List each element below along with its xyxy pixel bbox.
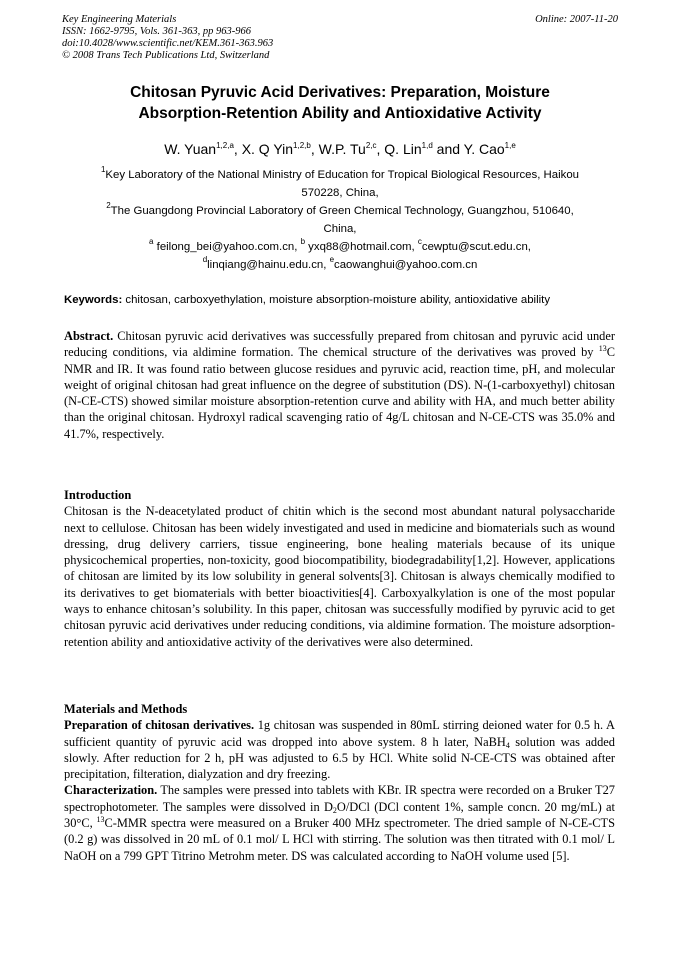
email-b: yxq88@hotmail.com, — [305, 241, 418, 253]
author-list — [60, 140, 620, 158]
abstract-label: Abstract. — [64, 329, 114, 343]
email-d: linqiang@hainu.edu.cn, — [207, 259, 330, 271]
affiliation-sup: 2 — [106, 201, 111, 210]
preparation-sub: 4 — [505, 740, 510, 750]
affiliation-1 — [64, 166, 616, 202]
introduction-section — [64, 487, 615, 650]
online-date: Online: 2007-11-20 — [535, 14, 618, 25]
preparation-text-1: 1g chitosan was suspended in 80mL stirring deioned water for 0.5 h. A sufficient quantity of pyruvic acid was dropped into above system. 8 h later, NaBH — [64, 718, 616, 749]
author-separator: , — [310, 141, 319, 157]
email-sup: e — [329, 255, 335, 264]
author-name: W. Yuan — [164, 141, 217, 157]
author-name: Y. Cao — [463, 141, 505, 157]
preparation-label: Preparation of chitosan derivatives. — [64, 718, 255, 733]
introduction-heading: Introduction — [64, 488, 132, 502]
email-sup: c — [417, 237, 422, 246]
abstract-text-1: Chitosan pyruvic acid derivatives was successfully prepared from chitosan and pyruvic acid under reducing conditions, via aldimine formation. The chemical structure of the derivatives was proved by — [64, 329, 615, 360]
abstract-section — [64, 328, 615, 442]
paper-title — [60, 82, 620, 124]
keywords-text: chitosan, carboxyethylation, moisture absorption-moisture ability, antioxidative ability — [122, 294, 551, 306]
email-c: cewptu@scut.edu.cn, — [421, 241, 531, 253]
copyright-line: © 2008 Trans Tech Publications Ltd, Switzerland — [62, 50, 270, 61]
characterization-text-3: C-MMR spectra were measured on a Bruker 400 MHz spectrometer. The dried sample of N-CE-CTS (0.2 g) was dissolved in 20 mL of 0.1 mol/ L HCl with stirring. The solution was then titrated with 0.1 mol/ L NaOH on a 799 GPT Titrino Metrohm meter. DS was calculated according to NaOH volume used [5]. — [64, 816, 615, 863]
keywords — [64, 292, 616, 308]
journal-header — [62, 14, 618, 62]
affiliation-line-2: China, — [323, 223, 357, 235]
author-affil-sup: 1,d — [421, 141, 433, 150]
characterization-label: Characterization. — [64, 783, 158, 798]
journal-name: Key Engineering Materials — [62, 14, 177, 25]
methods-heading: Materials and Methods — [64, 702, 188, 716]
author-emails — [64, 238, 616, 274]
issn-line: ISSN: 1662-9795, Vols. 361-363, pp 963-966 — [62, 26, 251, 37]
author-affil-sup: 2,c — [365, 141, 377, 150]
author-separator: , — [233, 141, 242, 157]
abstract-sup: 13 — [598, 344, 607, 354]
author-name: Q. Lin — [384, 141, 422, 157]
affiliation-line-1: The Guangdong Provincial Laboratory of Green Chemical Technology, Guangzhou, 510640, — [110, 205, 574, 217]
affiliation-sup: 1 — [100, 165, 106, 174]
affiliation-line-1: Key Laboratory of the National Ministry of Education for Tropical Biological Resources, Haikou — [105, 169, 580, 181]
title-line-1: Chitosan Pyruvic Acid Derivatives: Preparation, Moisture — [130, 84, 550, 101]
author-affil-sup: 1,2,b — [293, 141, 311, 150]
email-a: feilong_bei@yahoo.com.cn, — [153, 241, 301, 253]
doi-line: doi:10.4028/www.scientific.net/KEM.361-363.963 — [62, 38, 274, 49]
characterization-sub: 2 — [332, 805, 337, 815]
abstract-text-2: C NMR and IR. It was found ratio between glucose residues and pyruvic acid, reaction time, pH, and molecular weight of original chitosan had great influence on the degree of substitution (DS). N-(1-carboxyethyl) chitosan (N-CE-CTS) showed similar moisture absorption-retention curve and ability with HA, and much better ability than the original chitosan. Hydroxyl radical scavenging ratio of 4g/L chitosan and N-CE-CTS was 35.0% and 41.7%, respectively. — [64, 345, 615, 441]
preparation-text-2: solution was added slowly. After reduction for 2 h, pH was adjusted to 6.5 by HCl. White solid N-CE-CTS was obtained after precipitation, filteration, dialyzation and dry freezing. — [64, 734, 615, 782]
characterization-text-1: The samples were pressed into tablets with KBr. IR spectra were recorded on a Bruker T27 spectrophotometer. The samples were dissolved in D — [64, 783, 615, 814]
author-affil-sup: 1,2,a — [216, 141, 234, 150]
email-sup: b — [300, 237, 306, 246]
title-line-2: Absorption-Retention Ability and Antioxidative Activity — [138, 105, 542, 122]
author-separator: and — [432, 141, 464, 157]
author-separator: , — [376, 141, 385, 157]
email-sup: a — [149, 237, 154, 246]
introduction-text: Chitosan is the N-deacetylated product of chitin which is the second most abundant natural polysaccharide next to cellulose. Chitosan has been widely investigated and used in medicine and biomaterials such as wound dressing, drug delivery carriers, tissue engineering, bone healing materials because of its unique physicochemical properties, non-toxicity, good biocompatibility, biodegradability[1,2]. However, applications of chitosan are limited by its low solubility in general solvents[3]. Chitosan is always chemically modified to its derivatives to get biomaterials with better bioactivities[4]. Carboxyalkylation is one of the most popular ways to enhance chitosan’s solubility. In this paper, chitosan was successfully modified by pyruvic acid to get chitosan pyruvic acid derivatives under reducing conditions, via aldimine formation. The moisture adsorption- retention ability and antioxidative activity of the derivatives were also determined. — [64, 504, 615, 649]
keywords-label: Keywords: — [64, 294, 123, 306]
characterization-text-2: O/DCl (DCl content 1%, sample concn. 20 mg/mL) at 30°C, — [64, 799, 615, 831]
affiliation-2 — [64, 202, 616, 238]
author-affil-sup: 1,e — [504, 141, 516, 150]
author-name: W.P. Tu — [318, 141, 366, 157]
author-name: X. Q Yin — [241, 141, 294, 157]
email-e: caowanghui@yahoo.com.cn — [334, 259, 478, 271]
affiliation-line-2: 570228, China, — [301, 187, 379, 199]
characterization-sup: 13 — [96, 815, 105, 825]
methods-section — [64, 701, 615, 864]
email-sup: d — [202, 255, 208, 264]
